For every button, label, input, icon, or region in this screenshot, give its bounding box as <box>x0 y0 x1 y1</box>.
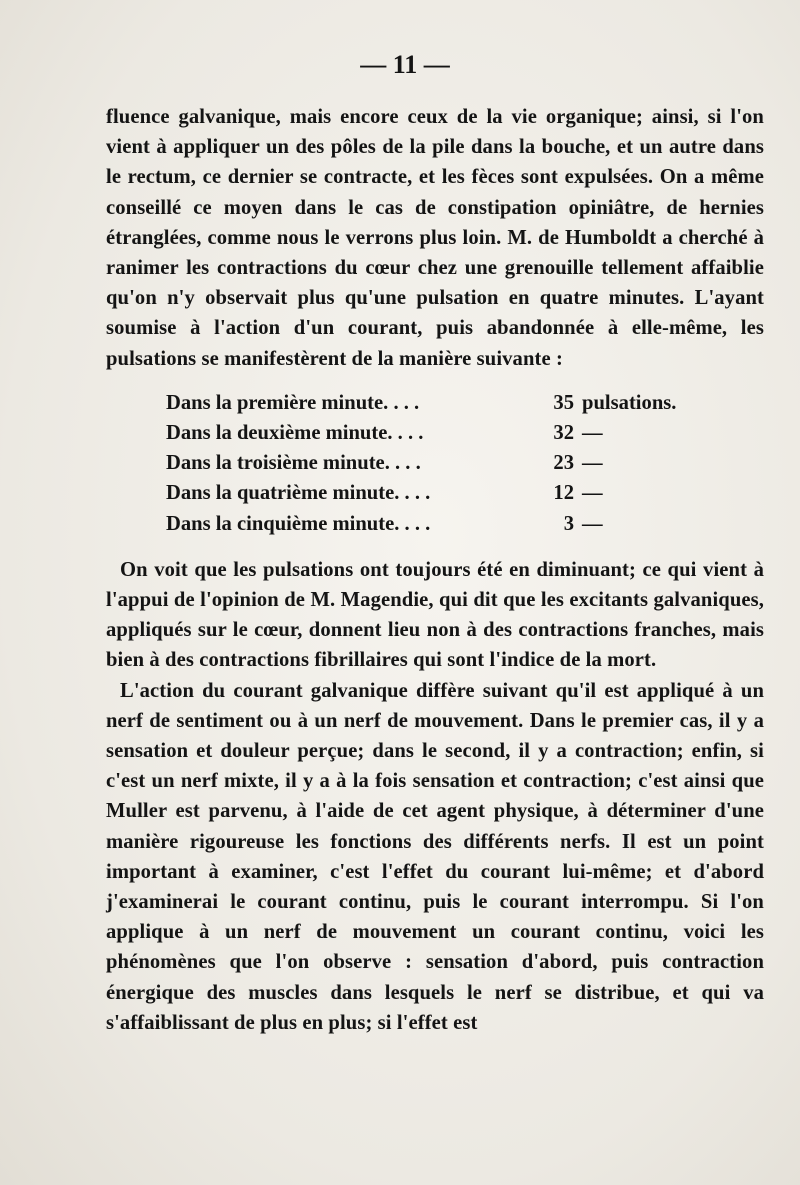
row-unit: — <box>582 452 603 475</box>
row-label: Dans la cinquième minute. . . . <box>166 512 431 535</box>
row-label: Dans la quatrième minute. . . . <box>166 482 431 505</box>
row-count: 12 <box>553 482 574 505</box>
row-label: Dans la deuxième minute. . . . <box>166 422 424 445</box>
pulsation-table <box>166 388 764 539</box>
row-label: Dans la première minute. . . . <box>166 391 420 414</box>
row-unit: pulsations. <box>582 391 677 414</box>
paragraph-2: On voit que les pulsations ont toujours été en diminuant; ce qui vient à l'appui de l'opinion de M. Magendie, qui dit que les excitants galvaniques, appliqués sur le cœur, donnent lieu non à des contractions franches, mais bien à des contractions fibrillaires qui sont l'indice de la mort. <box>106 558 764 672</box>
page-number: — 11 — <box>360 50 450 79</box>
row-count: 32 <box>553 422 574 445</box>
table-row <box>166 448 764 478</box>
table-row <box>166 478 764 508</box>
row-unit: — <box>582 512 603 535</box>
row-unit: — <box>582 422 603 445</box>
table-row <box>166 418 764 448</box>
row-label: Dans la troisième minute. . . . <box>166 452 421 475</box>
row-count: 35 <box>553 391 574 414</box>
row-count: 3 <box>563 512 574 535</box>
paragraph-3: L'action du courant galvanique diffère suivant qu'il est appliqué à un nerf de sentiment ou à un nerf de mouvement. Dans le premier cas, il y a sensation et douleur perçue; dans le second, il y a contraction; enfin, si c'est un nerf mixte, il y a à la fois sensation et contraction; c'est ainsi que Muller est parvenu, à l'aide de cet agent physique, à déterminer d'une manière rigoureuse les fonctions des différents nerfs. Il est un point important à examiner, c'est l'effet du courant lui-même; et d'abord j'examinerai le courant continu, puis le courant interrompu. Si l'on applique à un nerf de mouvement un courant continu, voici les phénomènes que l'on observe : sensation d'abord, puis contraction énergique des muscles dans lesquels le nerf se distribue, et qui va s'affaiblissant de plus en plus; si l'effet est <box>106 679 764 1034</box>
row-count: 23 <box>553 452 574 475</box>
table-row <box>166 388 764 418</box>
row-unit: — <box>582 482 603 505</box>
table-row <box>166 509 764 539</box>
paragraph-1: fluence galvanique, mais encore ceux de la vie organique; ainsi, si l'on vient à appliquer un des pôles de la pile dans la bouche, et un autre dans le rectum, ce dernier se contracte, et les fèces sont expulsées. On a même conseillé ce moyen dans le cas de constipation opiniâtre, de hernies étranglées, comme nous le verrons plus loin. M. de Humboldt a cherché à ranimer les contractions du cœur chez une grenouille tellement affaiblie qu'on n'y observait plus qu'une pulsation en quatre minutes. L'ayant soumise à l'action d'un courant, puis abandonnée à elle-même, les pulsations se manifestèrent de la manière suivante : <box>106 106 764 370</box>
